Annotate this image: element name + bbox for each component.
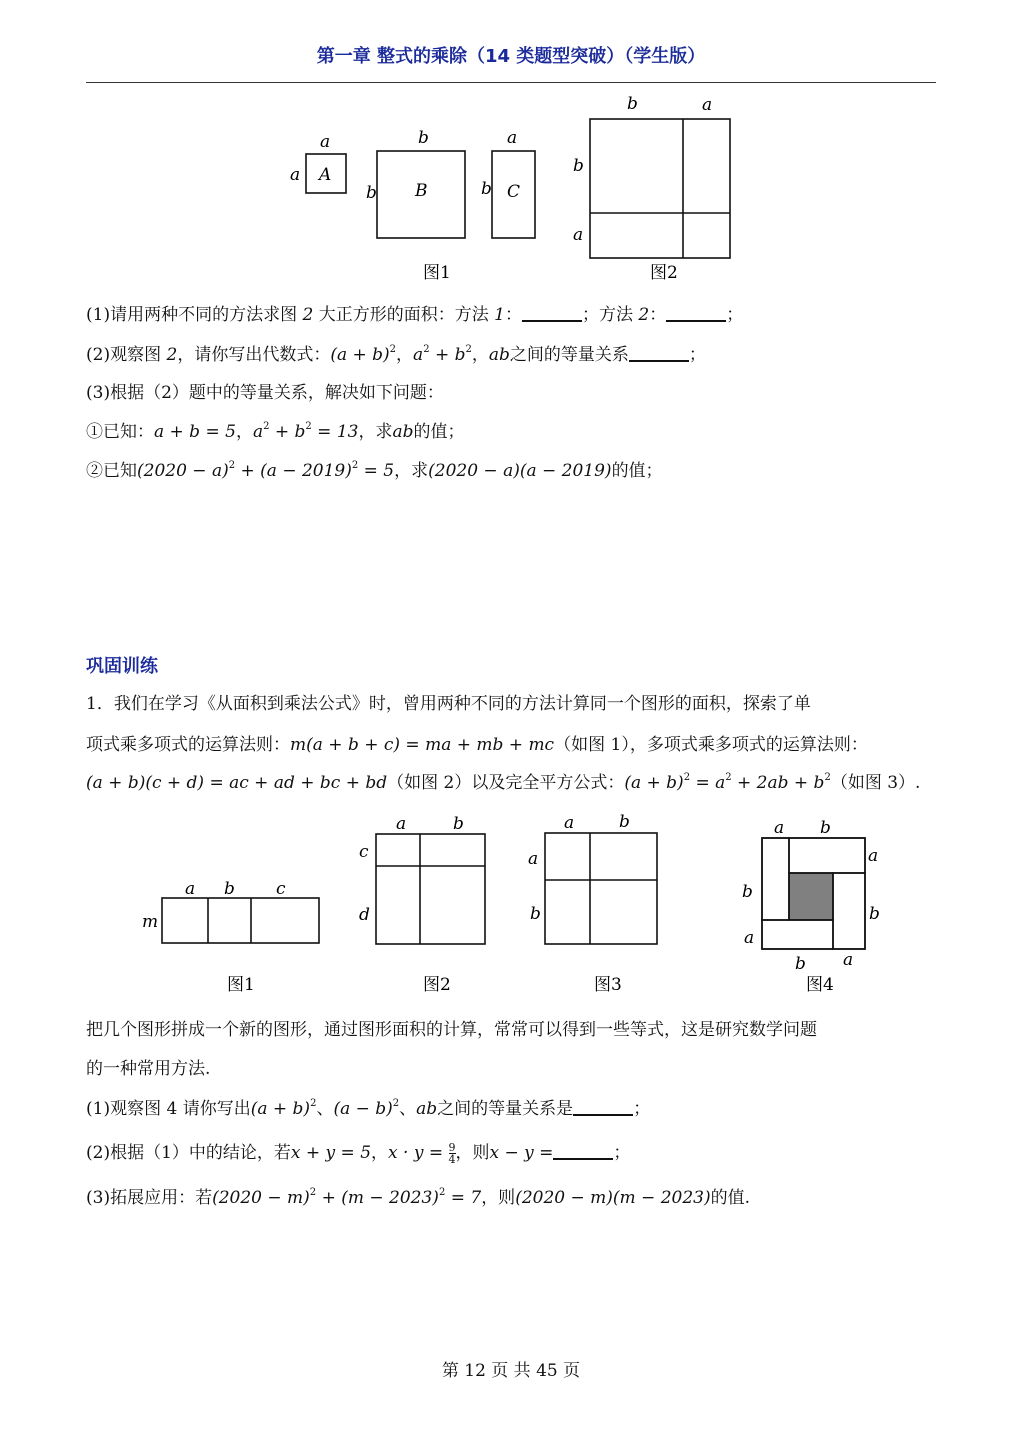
problem-line-3: (a + b)(c + d) = ac + ad + bc + bd（如图 2）以及完全平方公式：$(a + b)^2 = a^2 + 2ab + b^2$（如图 3）. (86, 772, 921, 793)
top-figures (0, 0, 1022, 300)
sub-question-3: (3)拓展应用：若$(2020 - m)^2 + (m - 2023)^2 = 7$，则(2020 − m)(m − 2023)的值. (86, 1187, 750, 1208)
fig3-label-b-top: b (619, 812, 630, 832)
fig4-label-b1: b (820, 818, 831, 838)
fig4-label-b4: b (795, 954, 806, 974)
fig4-rect-right (833, 873, 865, 949)
page-header: 第一章 整式的乘除（14 类题型突破）（学生版） (86, 42, 936, 83)
label-c-left: b (481, 179, 492, 199)
problem-line-1: 1．我们在学习《从面积到乘法公式》时，曾用两种不同的方法计算同一个图形的面积，探索了单 (86, 694, 811, 714)
fig4-shaded-square (789, 873, 833, 920)
label-a-top: a (320, 132, 331, 152)
fig2-label-a: a (396, 814, 407, 834)
fig4-caption: 图4 (806, 975, 834, 995)
fig4-label-a1: a (774, 818, 785, 838)
fig2-label-d: d (359, 905, 370, 925)
label-a-left: a (290, 165, 301, 185)
label-C: C (507, 182, 521, 202)
label-big-left-a: a (573, 225, 584, 245)
fig1-label-c: c (276, 879, 286, 899)
big-square (590, 119, 730, 258)
label-big-left-b: b (573, 156, 584, 176)
problem-line-2: 项式乘多项式的运算法则：m(a + b + c) = ma + mb + mc（如图 1），多项式乘多项式的运算法则： (86, 735, 868, 755)
fig1-caption: 图1 (227, 975, 255, 995)
question-2: (2)观察图 2，请你写出代数式：$(a + b)^2$，$a^2 + b^2$，ab之间的等量关系 ； (86, 344, 706, 365)
fig4-rect-left (762, 838, 789, 920)
fig1-rect (162, 898, 319, 943)
section-title: 巩固训练 (86, 656, 158, 677)
question-3: (3)根据（2）题中的等量关系，解决如下问题： (86, 383, 444, 403)
fig2-label-c: c (359, 842, 369, 862)
label-big-top-a: a (702, 95, 713, 115)
question-1: (1)请用两种不同的方法求图 2 大正方形的面积：方法 1： ；方法 2： ； (86, 302, 743, 327)
fig3-rect (545, 833, 657, 944)
fig2-rect (376, 834, 485, 944)
label-c-top: a (507, 128, 518, 148)
fig4-label-a4: a (843, 950, 854, 970)
sub-question-2: (2)根据（1）中的结论，若x + y = 5，x · y = $\frac{9}{4}$ ，则x − y = ； (86, 1141, 631, 1166)
answer-blank[interactable] (666, 302, 726, 322)
answer-blank[interactable] (522, 302, 582, 322)
fig3-label-b-left: b (530, 904, 541, 924)
answer-blank[interactable] (573, 1096, 633, 1116)
fig3-caption: 图3 (594, 975, 622, 995)
question-3a: ①已知：a + b = 5，$a^2 + b^2 = 13$，求ab的值； (86, 421, 465, 442)
caption-fig1: 图1 (423, 263, 451, 283)
answer-blank[interactable] (629, 342, 689, 362)
page-footer: 第 12 页 共 45 页 (441, 1361, 581, 1381)
fig3-label-a-left: a (528, 849, 539, 869)
figures-1-4 (0, 800, 1022, 1010)
fig4-rect-top (789, 838, 865, 873)
fig1-label-m: m (142, 912, 159, 932)
paragraph-line-1: 把几个图形拼成一个新的图形，通过图形面积的计算，常常可以得到一些等式，这是研究数学问题 (86, 1020, 817, 1040)
sub-question-1: (1)观察图 4 请你写出$(a + b)^2$、$(a - b)^2$、ab之间的等量关系是 ； (86, 1098, 651, 1119)
label-big-top-b: b (627, 94, 638, 114)
fig4-label-a2: a (868, 846, 879, 866)
fig3-label-a-top: a (564, 813, 575, 833)
fig2-label-b: b (453, 814, 464, 834)
fig2-caption: 图2 (423, 975, 451, 995)
label-A: A (319, 165, 332, 185)
label-B: B (415, 181, 428, 201)
fig4-rect-bottom (762, 920, 833, 949)
fig1-label-a: a (185, 879, 196, 899)
fraction-9-4: $\frac{9}{4}$ (448, 1141, 456, 1166)
caption-fig2: 图2 (650, 263, 678, 283)
label-b-left: b (366, 183, 377, 203)
fig4-label-b3: b (742, 882, 753, 902)
fig4-label-a3: a (744, 928, 755, 948)
question-3b: ②已知$(2020 - a)^2 + (a - 2019)^2 = 5$，求(2020 − a)(a − 2019)的值； (86, 460, 663, 481)
fig4-label-b2: b (869, 904, 880, 924)
fig1-label-b: b (224, 879, 235, 899)
paragraph-line-2: 的一种常用方法. (86, 1059, 211, 1079)
answer-blank[interactable] (553, 1140, 613, 1160)
label-b-top: b (418, 128, 429, 148)
